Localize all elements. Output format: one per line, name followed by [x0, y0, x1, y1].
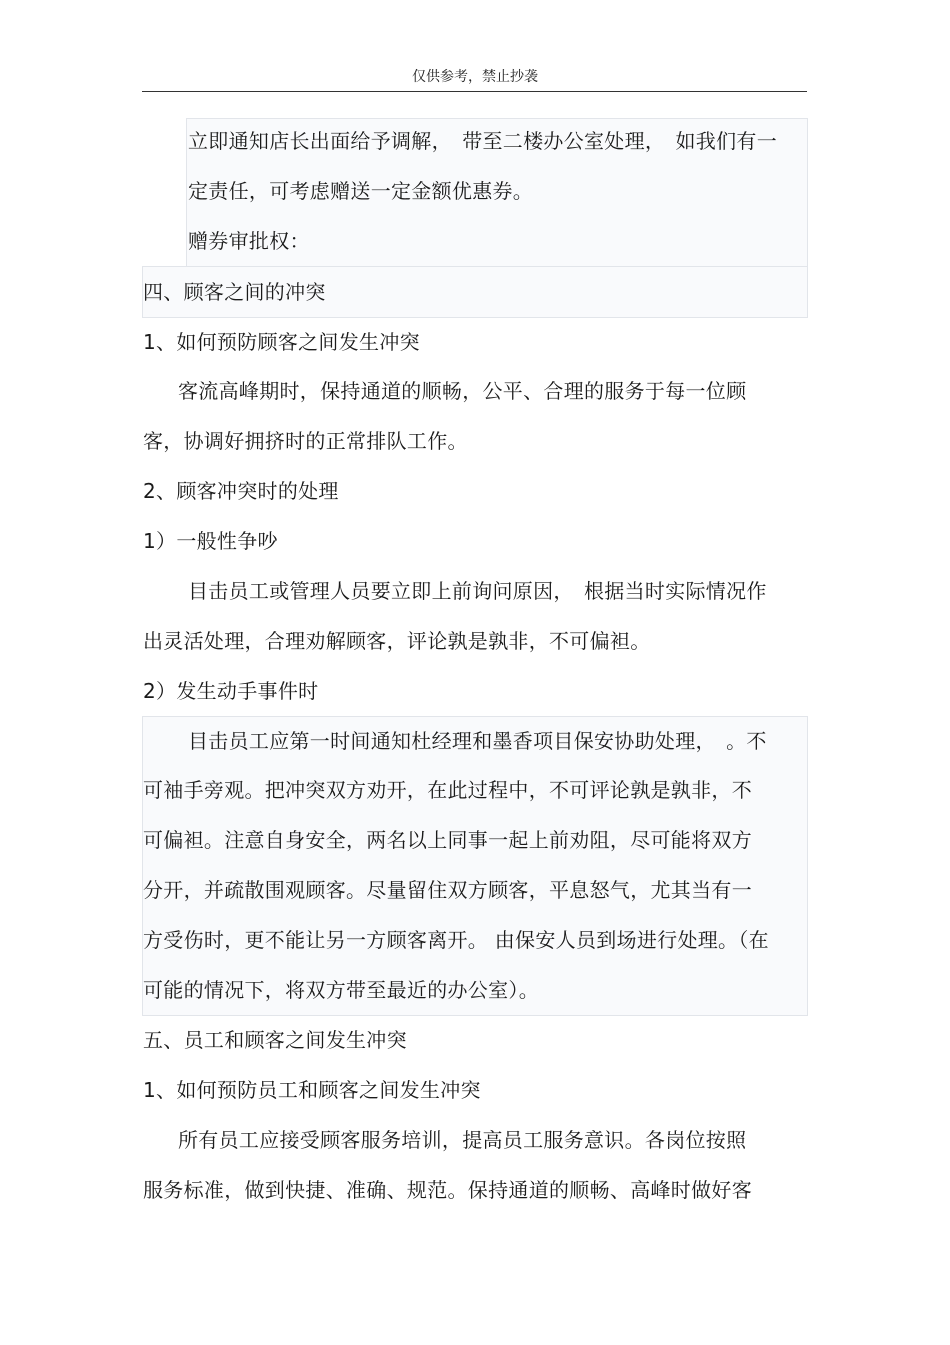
text-line: 可偏袒。注意自身安全，两名以上同事一起上前劝阻，尽可能将双方	[143, 828, 752, 852]
highlight-box-bottom	[142, 716, 808, 1016]
page-header: 仅供参考，禁止抄袭	[412, 69, 538, 85]
text-line: 可袖手旁观。把冲突双方劝开，在此过程中，不可评论孰是孰非，不	[143, 778, 752, 802]
text-line: 立即通知店长出面给予调解， 带至二楼办公室处理， 如我们有一	[188, 129, 777, 153]
text-line: 赠券审批权：	[188, 229, 310, 253]
header-rule	[142, 91, 807, 92]
text-line: 客，协调好拥挤时的正常排队工作。	[143, 429, 468, 453]
text-line: 定责任，可考虑赠送一定金额优惠券。	[188, 179, 534, 203]
item-heading: 2）发生动手事件时	[143, 679, 319, 703]
text-line: 分开，并疏散围观顾客。尽量留住双方顾客，平息怒气，尤其当有一	[143, 878, 752, 902]
item-heading: 1）一般性争吵	[143, 529, 278, 553]
section-heading: 五、员工和顾客之间发生冲突	[143, 1028, 407, 1052]
text-line: 方受伤时，更不能让另一方顾客离开。 由保安人员到场进行处理。（在	[143, 928, 769, 952]
text-line: 服务标准，做到快捷、准确、规范。保持通道的顺畅、高峰时做好客	[143, 1178, 752, 1202]
text-line: 目击员工应第一时间通知杜经理和墨香项目保安协助处理， 。不	[188, 729, 767, 753]
text-line: 客流高峰期时，保持通道的顺畅，公平、合理的服务于每一位顾	[178, 379, 747, 403]
subsection-heading: 1、如何预防员工和顾客之间发生冲突	[143, 1078, 481, 1102]
section-heading: 四、顾客之间的冲突	[143, 280, 326, 304]
subsection-heading: 1、如何预防顾客之间发生冲突	[143, 330, 420, 354]
text-line: 出灵活处理，合理劝解顾客，评论孰是孰非，不可偏袒。	[143, 629, 651, 653]
text-line: 目击员工或管理人员要立即上前询问原因， 根据当时实际情况作	[188, 579, 767, 603]
text-line: 所有员工应接受顾客服务培训，提高员工服务意识。各岗位按照	[178, 1128, 747, 1152]
text-line: 可能的情况下，将双方带至最近的办公室）。	[143, 978, 539, 1002]
subsection-heading: 2、顾客冲突时的处理	[143, 479, 339, 503]
